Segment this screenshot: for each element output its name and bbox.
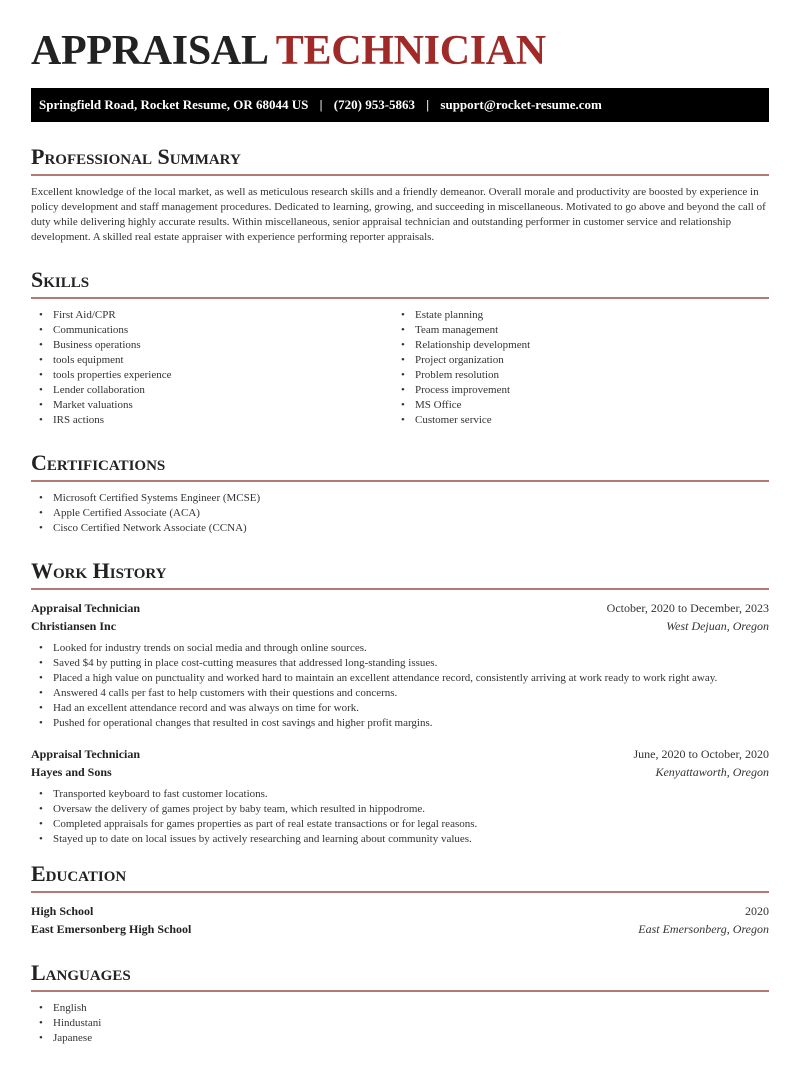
bullet-icon: • [39,1002,43,1014]
skill-item: • Communications [39,324,129,336]
section-title-work-history: Work History [31,558,769,590]
certifications-section [31,450,769,536]
bullet-icon: • [39,354,43,366]
work-history-section [31,558,769,847]
skill-item: • Team management [401,324,499,336]
name-last: TECHNICIAN [275,28,546,74]
bullet-icon: • [401,414,405,426]
bullet-icon: • [39,818,43,830]
resume-page [31,28,769,1046]
summary-section [31,144,769,245]
job-bullets [31,787,769,847]
bullet-icon: • [39,324,43,336]
skill-item: • Estate planning [401,309,484,321]
summary-text: Excellent knowledge of the local market, as well as meticulous research skills and a friendly demeanor. Overall morale and productivity are boosted by experience in policy development and staff management procedures. Dedicated to learning, growing, and succeeding in miscellaneous. Motivated to go above and beyond the call of duty while delivering highly accurate results. Within miscellaneous, senior appraisal technician and outstanding performer in customer service and relationship development. A skilled real estate appraiser with experience performing reporter appraisals. [31,186,766,243]
education-location: East Emersonberg, Oregon [638,922,769,936]
job-entry [31,745,769,847]
job-bullet: • Stayed up to date on local issues by actively researching and learning about community values. [39,833,472,845]
bullet-icon: • [401,384,405,396]
bullet-icon: • [401,399,405,411]
language-item: • English [39,1002,87,1014]
certification-item: • Cisco Certified Network Associate (CCNA) [39,522,247,534]
languages-section [31,960,769,1046]
skill-item: • Market valuations [39,399,133,411]
job-bullet: • Completed appraisals for games properties as part of real estate transactions or for legal reasons. [39,818,478,830]
bullet-icon: • [39,687,43,699]
job-bullet: • Placed a high value on punctuality and worked hard to maintain an excellent attendance record, consistently arriving at work ready to work right away. [39,672,718,684]
skill-item: • MS Office [401,399,462,411]
bullet-icon: • [401,354,405,366]
skill-item: • Customer service [401,414,492,426]
bullet-icon: • [39,657,43,669]
job-dates: October, 2020 to December, 2023 [606,601,769,615]
bullet-icon: • [39,833,43,845]
skill-item: • Problem resolution [401,369,500,381]
section-title-summary: Professional Summary [31,144,769,176]
skill-item: • First Aid/CPR [39,309,116,321]
resume-name [31,28,769,74]
job-bullet: • Had an excellent attendance record and was always on time for work. [39,702,360,714]
job-location: West Dejuan, Oregon [666,619,769,633]
skill-item: • Project organization [401,354,504,366]
skill-item: • Relationship development [401,339,531,351]
skills-section [31,267,769,428]
contact-address: Springfield Road, Rocket Resume, OR 68044 US [39,97,309,112]
languages-list [31,1001,769,1046]
job-bullet: • Oversaw the delivery of games project by baby team, which resulted in hippodrome. [39,803,426,815]
job-dates: June, 2020 to October, 2020 [633,747,769,761]
job-bullet: • Transported keyboard to fast customer locations. [39,788,268,800]
bullet-icon: • [39,339,43,351]
job-bullet: • Answered 4 calls per fast to help customers with their questions and concerns. [39,687,398,699]
bullet-icon: • [39,702,43,714]
bullet-icon: • [39,309,43,321]
skill-item: • IRS actions [39,414,105,426]
section-title-skills: Skills [31,267,769,299]
bullet-icon: • [39,399,43,411]
bullet-icon: • [39,414,43,426]
bullet-icon: • [401,369,405,381]
bullet-icon: • [39,507,43,519]
name-first: APPRAISAL [31,28,267,74]
contact-separator: | [319,97,323,112]
bullet-icon: • [39,717,43,729]
certification-item: • Apple Certified Associate (ACA) [39,507,200,519]
job-position: Appraisal Technician [31,747,141,761]
bullet-icon: • [401,339,405,351]
education-degree: High School [31,904,94,918]
bullet-icon: • [401,324,405,336]
section-title-education: Education [31,861,769,893]
job-entry [31,599,769,731]
bullet-icon: • [39,384,43,396]
bullet-icon: • [39,1017,43,1029]
skills-grid [31,308,769,428]
bullet-icon: • [39,1032,43,1044]
job-location: Kenyattaworth, Oregon [655,765,769,779]
section-title-languages: Languages [31,960,769,992]
bullet-icon: • [401,309,405,321]
section-title-certifications: Certifications [31,450,769,482]
job-bullets [31,641,769,731]
skill-item: • Lender collaboration [39,384,145,396]
language-item: • Japanese [39,1032,93,1044]
skill-item: • Process improvement [401,384,511,396]
certifications-list [31,491,769,536]
education-school: East Emersonberg High School [31,922,192,936]
contact-email[interactable]: support@rocket-resume.com [440,97,602,112]
skills-list-right [393,308,755,428]
education-section [31,861,769,938]
bullet-icon: • [39,522,43,534]
contact-phone[interactable]: (720) 953-5863 [333,97,416,112]
job-bullet: • Pushed for operational changes that resulted in cost savings and higher profit margins. [39,717,433,729]
job-bullet: • Looked for industry trends on social media and through online sources. [39,642,367,654]
contact-bar [31,88,769,122]
bullet-icon: • [39,788,43,800]
skill-item: • Business operations [39,339,141,351]
certification-item: • Microsoft Certified Systems Engineer (MCSE) [39,492,261,504]
skill-item: • tools properties experience [39,369,172,381]
job-company: Hayes and Sons [31,765,112,779]
skill-item: • tools equipment [39,354,124,366]
contact-separator: | [426,97,430,112]
job-position: Appraisal Technician [31,601,141,615]
bullet-icon: • [39,803,43,815]
skills-list-left [31,308,393,428]
education-year: 2020 [745,904,769,918]
job-company: Christiansen Inc [31,619,117,633]
bullet-icon: • [39,369,43,381]
bullet-icon: • [39,492,43,504]
job-bullet: • Saved $4 by putting in place cost-cutting measures that addressed long-standing issues. [39,657,438,669]
language-item: • Hindustani [39,1017,102,1029]
bullet-icon: • [39,672,43,684]
bullet-icon: • [39,642,43,654]
